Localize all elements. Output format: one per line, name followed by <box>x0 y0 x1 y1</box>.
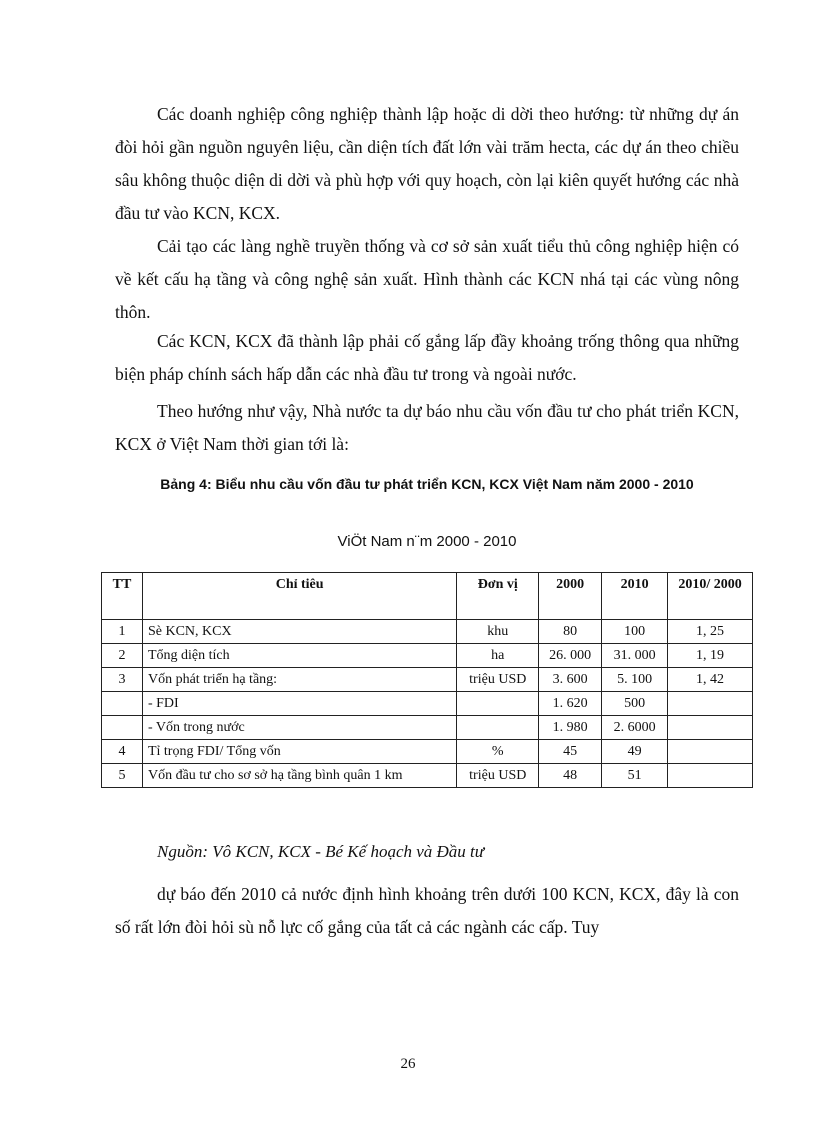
cell-indicator: Vốn đầu tư cho sơ sở hạ tầng bình quân 1 km <box>142 764 456 788</box>
table-row <box>102 740 753 764</box>
cell-unit: triệu USD <box>457 668 539 692</box>
header-indicator: Chỉ tiêu <box>142 573 456 620</box>
header-2000: 2000 <box>539 573 602 620</box>
cell-unit: triệu USD <box>457 764 539 788</box>
closing-paragraph: dự báo đến 2010 cả nước định hình khoảng trên dưới 100 KCN, KCX, đây là con số rất lớn đòi hỏi sù nỗ lực cố gắng của tất cả các ngành các cấp. Tuy <box>115 884 739 937</box>
cell-2000: 1. 620 <box>539 692 602 716</box>
cell-2010: 100 <box>602 620 668 644</box>
cell-2000: 26. 000 <box>539 644 602 668</box>
header-ratio: 2010/ 2000 <box>668 573 753 620</box>
cell-ratio <box>668 716 753 740</box>
page-number: 26 <box>400 1056 416 1072</box>
cell-ratio <box>668 692 753 716</box>
cell-2010: 5. 100 <box>602 668 668 692</box>
cell-indicator: - Vốn trong nước <box>142 716 456 740</box>
cell-indicator: Vốn phát triển hạ tầng: <box>142 668 456 692</box>
cell-2000: 48 <box>539 764 602 788</box>
paragraph-4: Theo hướng như vậy, Nhà nước ta dự báo nhu cầu vốn đầu tư cho phát triển KCN, KCX ở Việt Nam thời gian tới là: <box>115 401 739 454</box>
table-header-row <box>102 573 753 620</box>
cell-tt: 1 <box>102 620 143 644</box>
cell-indicator: Tổng diện tích <box>142 644 456 668</box>
table-row <box>102 692 753 716</box>
cell-indicator: - FDI <box>142 692 456 716</box>
header-tt: TT <box>102 573 143 620</box>
cell-tt: 4 <box>102 740 143 764</box>
investment-table <box>101 572 753 788</box>
cell-ratio: 1, 25 <box>668 620 753 644</box>
table-row <box>102 644 753 668</box>
cell-tt <box>102 716 143 740</box>
cell-ratio <box>668 740 753 764</box>
cell-tt: 5 <box>102 764 143 788</box>
paragraph-1: Các doanh nghiệp công nghiệp thành lập hoặc di dời theo hướng: từ những dự án đòi hỏi gần nguồn nguyên liệu, cần diện tích đất lớn vài trăm hecta, các dự án theo chiều sâu không thuộc diện di dời và phù hợp với quy hoạch, còn lại kiên quyết hướng các nhà đầu tư vào KCN, KCX. <box>115 104 739 223</box>
cell-indicator: Sè KCN, KCX <box>142 620 456 644</box>
cell-unit: khu <box>457 620 539 644</box>
table-row <box>102 668 753 692</box>
paragraph-3: Các KCN, KCX đã thành lập phải cố gắng lấp đầy khoảng trống thông qua những biện pháp chính sách hấp dẫn các nhà đầu tư trong và ngoài nước. <box>115 331 739 384</box>
cell-2000: 80 <box>539 620 602 644</box>
cell-2010: 31. 000 <box>602 644 668 668</box>
paragraph-2: Cải tạo các làng nghề truyền thống và cơ sở sản xuất tiểu thủ công nghiệp hiện có về kết cấu hạ tầng và công nghệ sản xuất. Hình thành các KCN nhá tại các vùng nông thôn. <box>115 236 739 322</box>
cell-ratio <box>668 764 753 788</box>
cell-2010: 49 <box>602 740 668 764</box>
cell-unit: ha <box>457 644 539 668</box>
cell-ratio: 1, 19 <box>668 644 753 668</box>
cell-unit <box>457 692 539 716</box>
header-unit: Đơn vị <box>457 573 539 620</box>
table-row <box>102 716 753 740</box>
cell-2010: 2. 6000 <box>602 716 668 740</box>
cell-tt: 3 <box>102 668 143 692</box>
cell-unit <box>457 716 539 740</box>
cell-tt: 2 <box>102 644 143 668</box>
cell-2010: 500 <box>602 692 668 716</box>
cell-2000: 45 <box>539 740 602 764</box>
cell-2010: 51 <box>602 764 668 788</box>
table-caption: Bảng 4: Biểu nhu cầu vốn đầu tư phát triển KCN, KCX Việt Nam năm 2000 - 2010 <box>160 476 694 492</box>
table-caption-secondary: ViÖt Nam n¨m 2000 - 2010 <box>337 533 517 550</box>
header-2010: 2010 <box>602 573 668 620</box>
cell-ratio: 1, 42 <box>668 668 753 692</box>
table-source-note: Nguồn: Vô KCN, KCX - Bé Kế hoạch và Đầu tư <box>157 842 485 861</box>
cell-2000: 1. 980 <box>539 716 602 740</box>
cell-unit: % <box>457 740 539 764</box>
cell-indicator: Tỉ trọng FDI/ Tổng vốn <box>142 740 456 764</box>
table-row <box>102 620 753 644</box>
cell-2000: 3. 600 <box>539 668 602 692</box>
cell-tt <box>102 692 143 716</box>
table-row <box>102 764 753 788</box>
